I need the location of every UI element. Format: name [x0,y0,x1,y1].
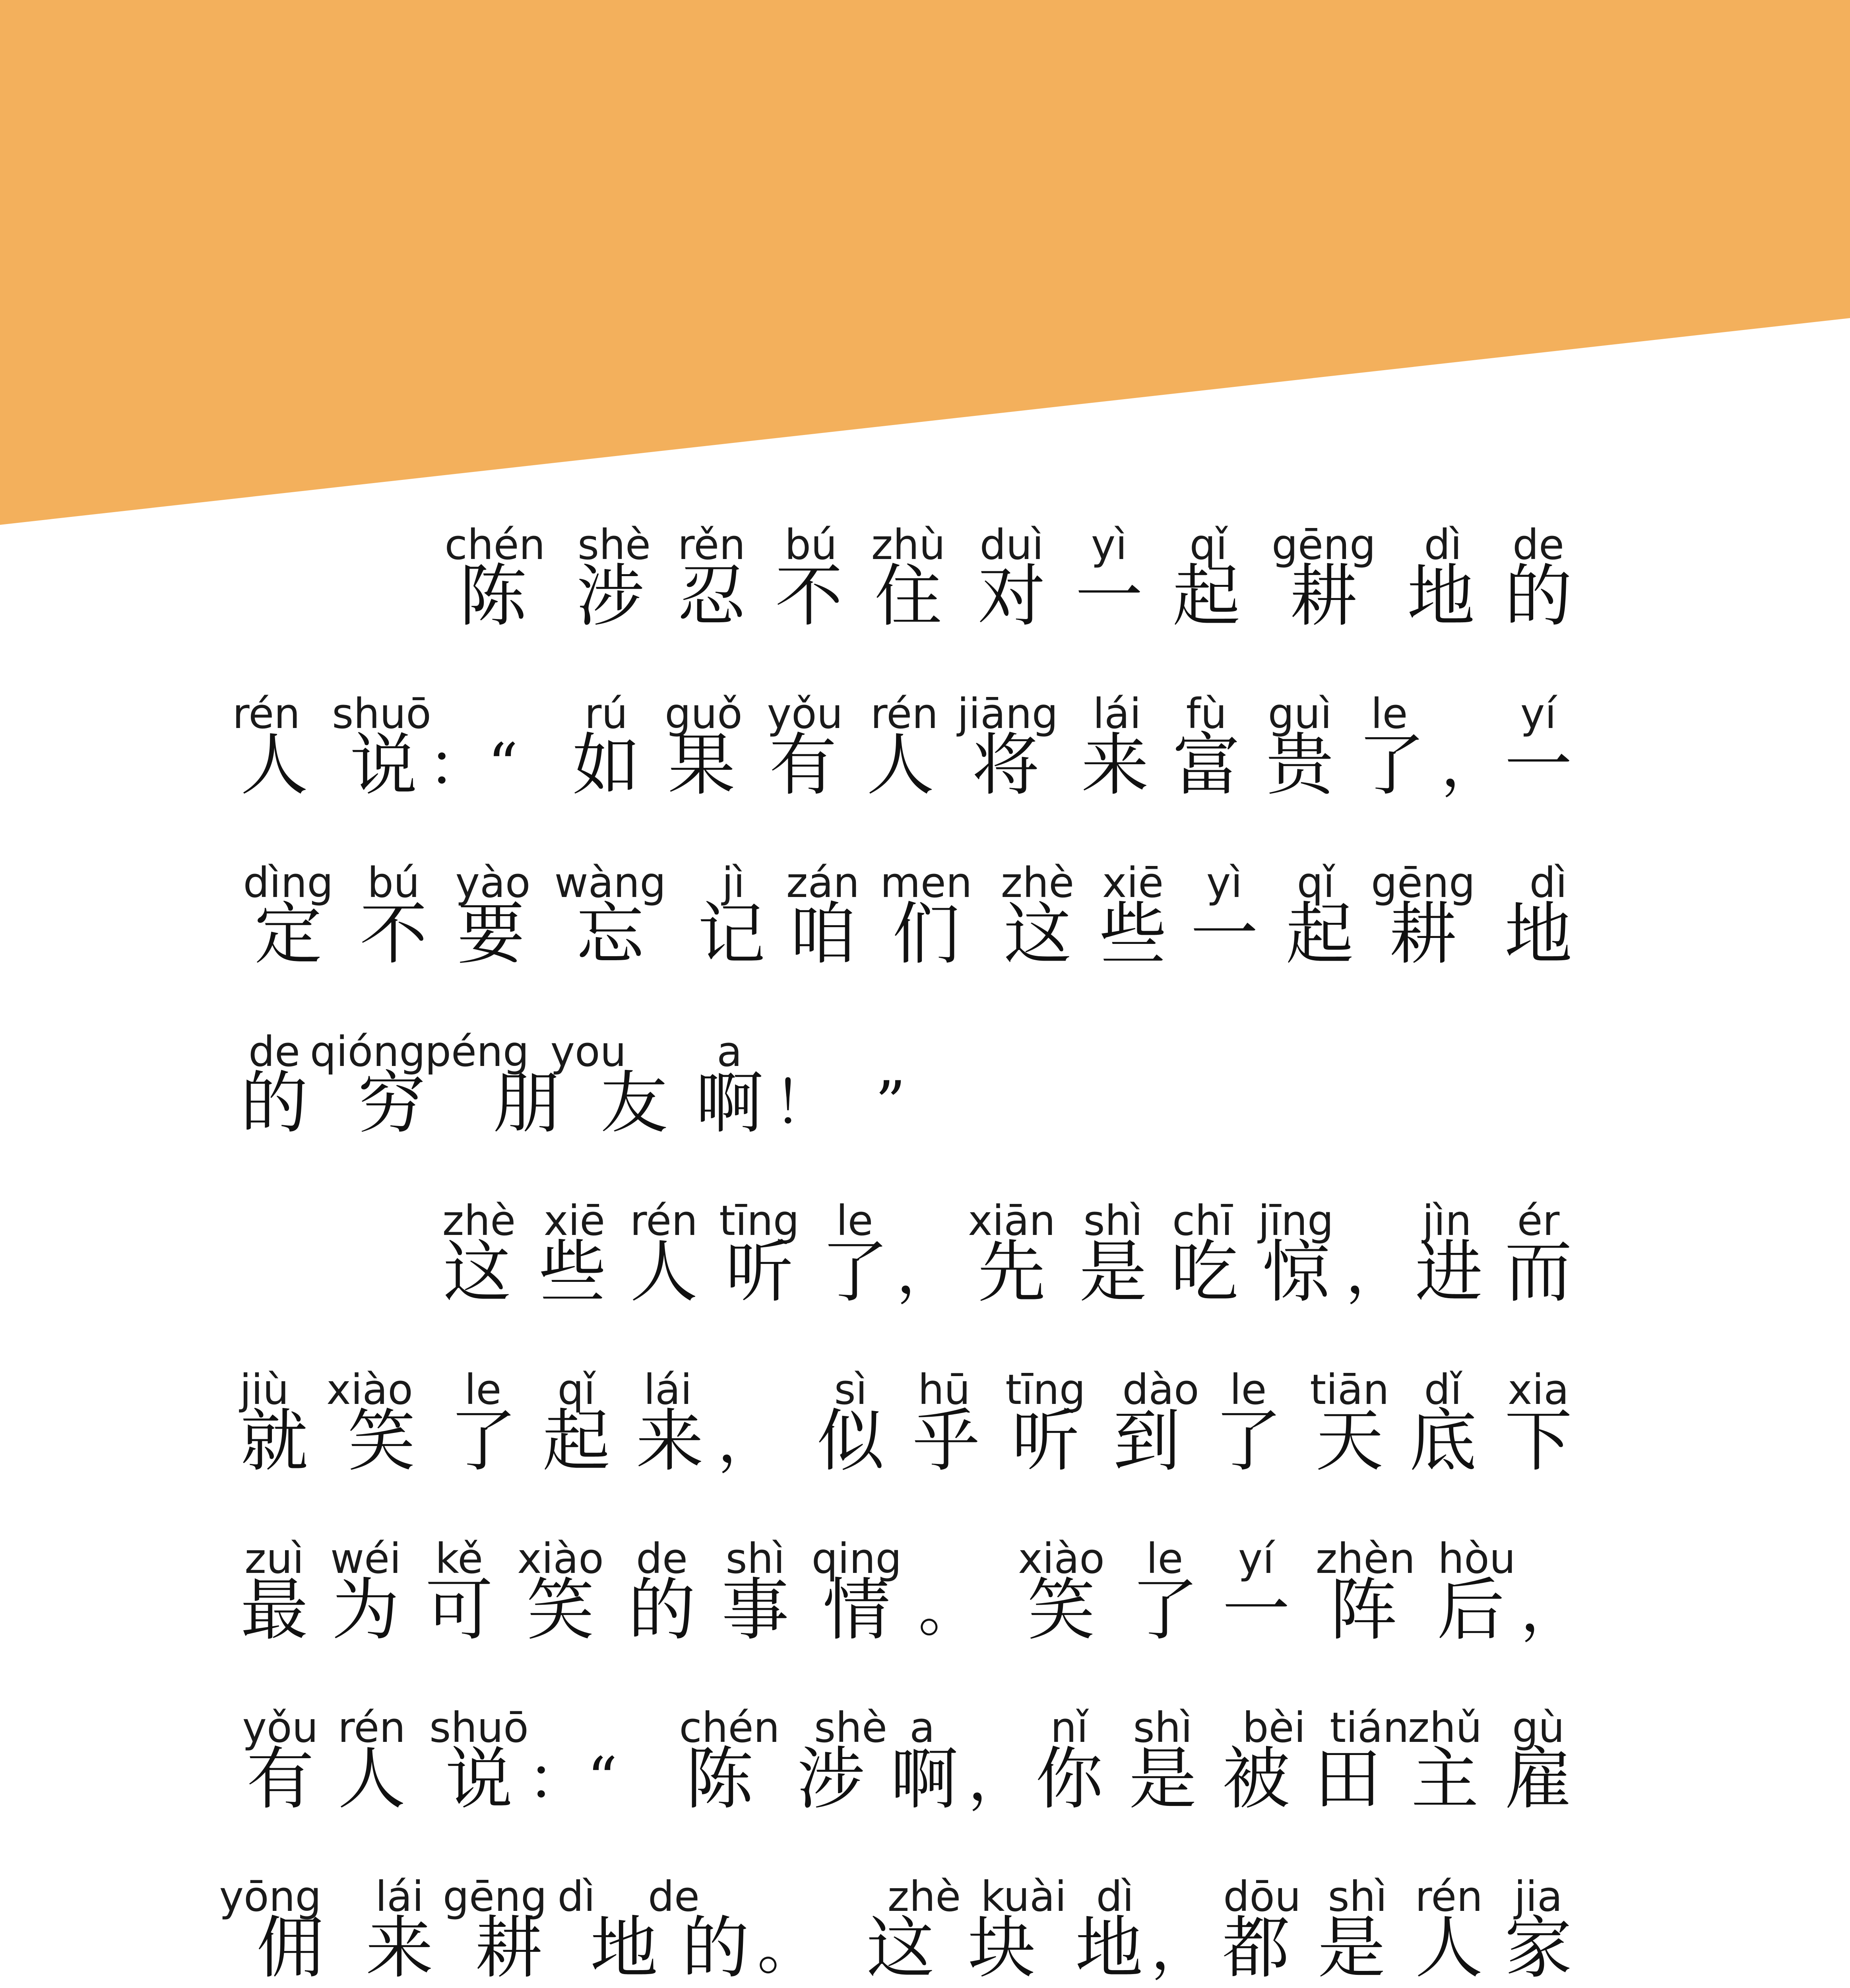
pinyin-syllable: zhè [887,1872,961,1921]
punctuation: 。 [757,1914,817,1983]
pinyin-syllable: kuài [981,1872,1067,1921]
pinyin-syllable: wàng [554,858,666,907]
text-line [0,688,1850,855]
punctuation: ， [1345,1238,1406,1307]
pinyin-syllable: zhè [1001,858,1074,907]
pinyin-syllable: chén [444,520,545,569]
pinyin-syllable: wéi [330,1534,401,1583]
hanzi-character: 都 [1222,1909,1290,1988]
pinyin-syllable: bú [785,520,837,569]
hanzi-character: 天 [1315,1402,1384,1481]
hanzi-character: 来 [636,1402,704,1481]
hanzi-character: 起 [1286,895,1354,974]
hanzi-character: 人 [630,1233,698,1312]
hanzi-character: 地 [1407,557,1475,636]
pinyin-syllable: yì [1206,858,1243,907]
hanzi-character: 笑 [526,1571,595,1650]
pinyin-syllable: dìng [243,858,334,907]
pinyin-syllable: tiān [1310,1365,1389,1414]
pinyin-syllable: xiē [543,1196,605,1245]
hanzi-character: 阵 [1329,1571,1398,1650]
hanzi-character: 一 [1075,557,1143,636]
text-line [0,1702,1850,1869]
pinyin-syllable: fù [1186,689,1227,738]
pinyin-syllable: dào [1122,1365,1199,1414]
pinyin-syllable: jiāng [957,689,1058,738]
punctuation: ， [717,1407,778,1476]
pinyin-syllable: bú [367,858,420,907]
hanzi-character: 为 [332,1571,400,1650]
hanzi-character: 事 [721,1571,789,1650]
pinyin-syllable: dōu [1223,1872,1301,1921]
punctuation: ！ [773,1069,833,1138]
hanzi-character: 雇 [1504,1740,1573,1819]
pinyin-syllable: xiào [326,1365,413,1414]
pinyin-syllable: tīng [1005,1365,1086,1414]
hanzi-character: 这 [866,1909,935,1988]
text-line [0,1364,1850,1531]
pinyin-syllable: lái [375,1872,424,1921]
pinyin-syllable: shuō [332,689,431,738]
text-line [0,1026,1850,1193]
pinyin-syllable: rú [584,689,628,738]
hanzi-character: 这 [443,1233,511,1312]
hanzi-character: 你 [1035,1740,1103,1819]
hanzi-character: 起 [542,1402,611,1481]
pinyin-syllable: le [1371,689,1408,738]
hanzi-character: 听 [725,1233,793,1312]
hanzi-character: 有 [246,1740,314,1819]
pinyin-syllable: guǒ [665,689,743,738]
punctuation: ” [875,1069,906,1138]
hanzi-character: 涉 [576,557,644,636]
hanzi-character: 陈 [685,1740,754,1819]
pinyin-syllable: shè [814,1703,888,1752]
hanzi-character: 家 [1504,1909,1573,1988]
hanzi-character: 将 [972,726,1040,805]
hanzi-character: 一 [1222,1571,1290,1650]
hanzi-character: 底 [1409,1402,1477,1481]
pinyin-syllable: de [636,1534,688,1583]
text-line [0,1533,1850,1700]
text-line [0,1871,1850,1988]
hanzi-character: 田 [1313,1740,1382,1819]
pinyin-syllable: shì [1133,1703,1193,1752]
hanzi-character: 乎 [912,1402,980,1481]
hanzi-character: 的 [1504,557,1573,636]
pinyin-syllable: gēng [443,1872,547,1921]
pinyin-syllable: ér [1517,1196,1560,1245]
hanzi-character: 一 [1190,895,1259,974]
hanzi-character: 贵 [1266,726,1334,805]
hanzi-character: 块 [968,1909,1036,1988]
pinyin-syllable: yì [1091,520,1127,569]
pinyin-syllable: shè [577,520,651,569]
pinyin-syllable: rén [337,1703,406,1752]
hanzi-character: 地 [590,1909,658,1988]
pinyin-syllable: tīng [719,1196,799,1245]
hanzi-character: 后 [1437,1571,1505,1650]
hanzi-character: 友 [600,1064,668,1143]
pinyin-syllable: nǐ [1050,1703,1088,1752]
pinyin-syllable: gù [1512,1703,1565,1752]
pinyin-syllable: xiē [1102,858,1164,907]
pinyin-syllable: zhǔ [1408,1703,1482,1752]
hanzi-character: 忍 [677,557,746,636]
hanzi-character: 耕 [475,1909,543,1988]
pinyin-syllable: chén [679,1703,780,1752]
hanzi-character: 起 [1172,557,1241,636]
hanzi-character: 涉 [797,1740,865,1819]
pinyin-syllable: a [717,1027,742,1076]
pinyin-syllable: gēng [1272,520,1376,569]
text-line [0,1195,1850,1362]
pinyin-syllable: péng [425,1027,529,1076]
hanzi-character: 可 [425,1571,493,1650]
pinyin-syllable: qǐ [557,1365,595,1414]
hanzi-character: 啊 [890,1740,958,1819]
pinyin-syllable: yǒu [242,1703,318,1752]
hanzi-character: 不 [775,557,843,636]
pinyin-syllable: bèi [1242,1703,1306,1752]
hanzi-character: 了 [1131,1571,1199,1650]
hanzi-character: 笑 [347,1402,416,1481]
orange-banner [0,0,1850,533]
punctuation: ， [1441,731,1501,800]
pinyin-syllable: duì [979,520,1044,569]
pinyin-syllable: jìn [1422,1196,1472,1245]
pinyin-syllable: yí [1520,689,1557,738]
hanzi-character: 穷 [357,1064,426,1143]
hanzi-character: 情 [822,1571,891,1650]
pinyin-syllable: shì [725,1534,785,1583]
pinyin-syllable: lái [644,1365,692,1414]
pinyin-syllable: kě [435,1534,483,1583]
pinyin-syllable: le [464,1365,502,1414]
hanzi-character: 就 [240,1402,308,1481]
hanzi-character: 地 [1075,1909,1143,1988]
pinyin-syllable: zhèn [1315,1534,1416,1583]
hanzi-character: 的 [628,1571,696,1650]
hanzi-character: 定 [254,895,322,974]
pinyin-syllable: shì [1083,1196,1143,1245]
hanzi-character: 进 [1415,1233,1483,1312]
orange-banner-shape [0,0,1850,525]
hanzi-character: 主 [1411,1740,1479,1819]
punctuation: 。 [918,1576,978,1645]
hanzi-character: 了 [820,1233,889,1312]
pinyin-syllable: jīng [1258,1196,1334,1245]
pinyin-syllable: jì [722,858,745,907]
hanzi-character: 耕 [1389,895,1457,974]
hanzi-character: 记 [697,895,766,974]
hanzi-character: 有 [769,726,837,805]
pinyin-syllable: gēng [1371,858,1475,907]
pinyin-syllable: qǐ [1297,858,1335,907]
hanzi-character: 了 [449,1402,517,1481]
pinyin-syllable: zhè [442,1196,516,1245]
text-line [0,857,1850,1024]
hanzi-character: 地 [1504,895,1573,974]
hanzi-character: 到 [1113,1402,1181,1481]
hanzi-character: 们 [892,895,960,974]
pinyin-syllable: shì [1328,1872,1387,1921]
pinyin-syllable: qing [811,1534,902,1583]
pinyin-syllable: dì [1096,1872,1134,1921]
punctuation: ：“ [428,731,518,800]
pinyin-syllable: hū [918,1365,970,1414]
hanzi-character: 似 [816,1402,885,1481]
hanzi-character: 如 [572,726,640,805]
pinyin-syllable: chī [1172,1196,1233,1245]
hanzi-character: 些 [1099,895,1167,974]
pinyin-syllable: rén [1415,1872,1483,1921]
text-line [0,519,1850,686]
hanzi-character: 人 [1415,1909,1483,1988]
hanzi-character: 而 [1504,1233,1573,1312]
pinyin-syllable: rén [232,689,301,738]
hanzi-character: 笑 [1027,1571,1096,1650]
pinyin-syllable: rěn [677,520,746,569]
hanzi-character: 对 [977,557,1046,636]
punctuation: ：“ [527,1745,618,1814]
hanzi-character: 被 [1222,1740,1290,1819]
pinyin-syllable: men [880,858,972,907]
pinyin-syllable: le [836,1196,873,1245]
pinyin-syllable: le [1146,1534,1183,1583]
pinyin-syllable: a [909,1703,935,1752]
pinyin-syllable: de [1513,520,1564,569]
pinyin-syllable: le [1229,1365,1267,1414]
hanzi-character: 的 [681,1909,750,1988]
pinyin-syllable: yào [455,858,531,907]
hanzi-character: 吃 [1170,1233,1239,1312]
pinyin-syllable: zuì [244,1534,304,1583]
hanzi-character: 朋 [493,1064,561,1143]
hanzi-character: 是 [1129,1740,1197,1819]
hanzi-character: 果 [667,726,736,805]
pinyin-syllable: rén [630,1196,698,1245]
hanzi-character: 听 [1011,1402,1080,1481]
pinyin-syllable: xiān [968,1196,1056,1245]
hanzi-character: 啊 [695,1064,764,1143]
pinyin-syllable: rén [870,689,939,738]
hanzi-character: 要 [457,895,525,974]
pinyin-syllable: zán [786,858,860,907]
pinyin-syllable: qióng [310,1027,426,1076]
pinyin-syllable: guì [1268,689,1332,738]
hanzi-character: 咱 [789,895,857,974]
pinyin-syllable: lái [1093,689,1141,738]
pinyin-syllable: de [248,1027,300,1076]
hanzi-character: 下 [1504,1402,1573,1481]
pinyin-syllable: sì [834,1365,867,1414]
punctuation: ， [896,1238,956,1307]
pinyin-syllable: you [550,1027,626,1076]
hanzi-character: 最 [240,1571,308,1650]
pinyin-syllable: jiù [240,1365,289,1414]
hanzi-character: 人 [337,1740,406,1819]
hanzi-character: 先 [977,1233,1046,1312]
hanzi-character: 来 [1081,726,1149,805]
hanzi-character: 忘 [576,895,644,974]
pinyin-syllable: xiào [1018,1534,1105,1583]
hanzi-character: 一 [1504,726,1573,805]
pinyin-syllable: shuō [429,1703,529,1752]
pinyin-syllable: qǐ [1189,520,1228,569]
punctuation: ， [968,1745,1028,1814]
hanzi-character: 人 [240,726,308,805]
pinyin-syllable: yí [1238,1534,1274,1583]
pinyin-syllable: zhù [871,520,946,569]
hanzi-character: 说 [349,726,418,805]
pinyin-syllable: dì [1529,858,1567,907]
hanzi-character: 佣 [256,1909,324,1988]
hanzi-character: 是 [1079,1233,1147,1312]
punctuation: ， [1520,1576,1580,1645]
hanzi-character: 了 [1357,726,1425,805]
hanzi-character: 是 [1317,1909,1386,1988]
hanzi-character: 住 [874,557,942,636]
hanzi-character: 富 [1172,726,1241,805]
pinyin-syllable: hòu [1438,1534,1516,1583]
pinyin-syllable: dì [1424,520,1462,569]
hanzi-character: 不 [359,895,428,974]
hanzi-character: 些 [538,1233,607,1312]
pinyin-syllable: yǒu [767,689,843,738]
hanzi-character: 来 [365,1909,434,1988]
punctuation: ， [1150,1914,1211,1983]
pinyin-syllable: dǐ [1424,1365,1462,1414]
hanzi-character: 的 [240,1064,308,1143]
hanzi-character: 说 [445,1740,513,1819]
hanzi-character: 人 [866,726,935,805]
pinyin-syllable: jia [1514,1872,1563,1921]
hanzi-character: 耕 [1290,557,1358,636]
hanzi-character: 了 [1214,1402,1282,1481]
pinyin-syllable: xiào [517,1534,604,1583]
pinyin-syllable: xia [1507,1365,1569,1414]
pinyin-syllable: tián [1330,1703,1409,1752]
hanzi-character: 这 [1003,895,1072,974]
pinyin-syllable: dì [557,1872,595,1921]
pinyin-syllable: de [648,1872,700,1921]
hanzi-character: 陈 [459,557,527,636]
hanzi-character: 惊 [1262,1233,1330,1312]
pinyin-syllable: yōng [219,1872,322,1921]
